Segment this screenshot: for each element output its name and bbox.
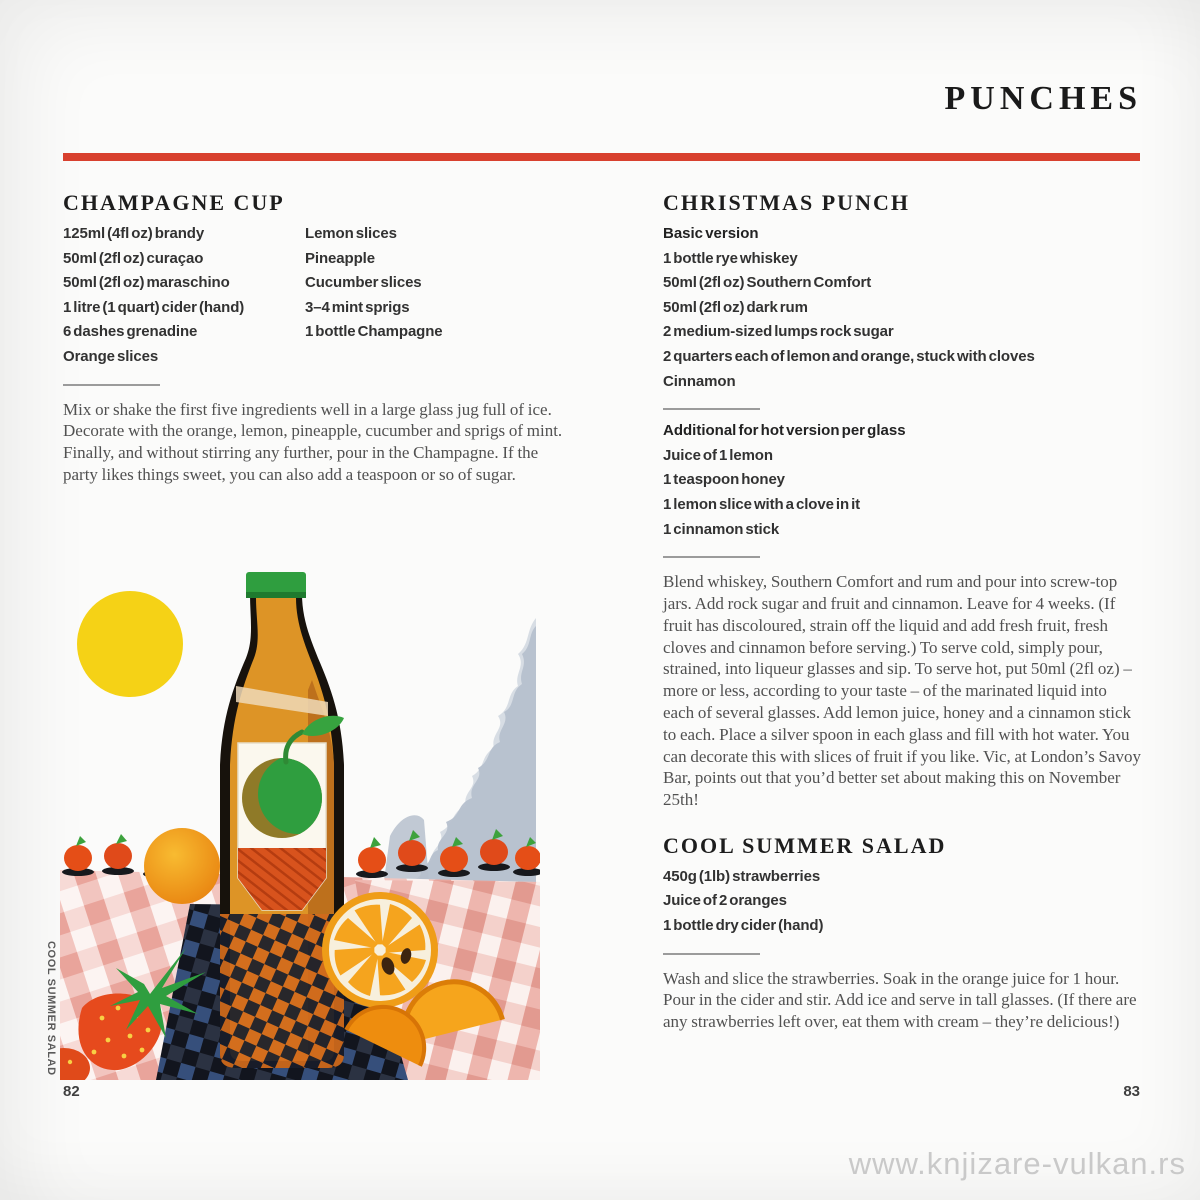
champagne-cup-method: Mix or shake the first five ingredients well in a large glass jug full of ice. Decorate with the orange, lemon, pineapple, cucumber and sprigs of mint. Finally, and without stirring any further, pour in the Champagne. If the party likes things sweet, you can also add a teaspoon or so of sugar. bbox=[63, 399, 563, 484]
christmas-punch-additional-ingredients bbox=[663, 444, 1141, 542]
section-divider bbox=[663, 556, 760, 558]
christmas-punch-basic-ingredients bbox=[663, 247, 1141, 395]
ingredient: Juice of 2 oranges bbox=[663, 892, 787, 910]
illustration-svg bbox=[60, 560, 540, 1080]
ingredient: 2 medium-sized lumps rock sugar bbox=[663, 323, 894, 341]
ingredient: Cucumber slices bbox=[305, 274, 422, 292]
ingredient: 50ml (2fl oz) Southern Comfort bbox=[663, 274, 872, 292]
subhead-basic-version: Basic version bbox=[663, 225, 759, 242]
ingredient: 1 teaspoon honey bbox=[663, 471, 785, 489]
ingredient-list-col2 bbox=[305, 222, 443, 370]
ingredient: 6 dashes grenadine bbox=[63, 323, 198, 341]
ingredient: 3–4 mint sprigs bbox=[305, 298, 410, 316]
ingredient: 125ml (4fl oz) brandy bbox=[63, 225, 205, 242]
cider-picnic-illustration bbox=[60, 560, 540, 1080]
ingredient: 2 quarters each of lemon and orange, stuck with cloves bbox=[663, 347, 1035, 365]
ingredient: 1 cinnamon stick bbox=[663, 520, 780, 538]
ingredient: Pineapple bbox=[305, 249, 375, 267]
cider-bottle bbox=[220, 572, 344, 1068]
illustration-caption: COOL SUMMER SALAD bbox=[45, 941, 57, 1076]
ingredient: 50ml (2fl oz) dark rum bbox=[663, 298, 808, 316]
watermark-url: www.knjizare-vulkan.rs bbox=[848, 1146, 1186, 1181]
christmas-punch-method: Blend whiskey, Southern Comfort and rum and pour into screw-top jars. Add rock sugar and fruit and cinnamon. Leave for 4 weeks. (If fruit has discoloured, strain off the liquid and add fresh fruit, fresh cloves and cinnamon before serving.) To serve cold, simply pour, strained, into liqueur glasses and sip. To serve hot, put 50ml (2fl oz) – more or less, according to your taste – of the marinated liquid into each of several glasses. Add lemon juice, honey and a cinnamon stick to each. Place a silver spoon in each glass and fill with hot water. You can decorate this with slices of fruit if you like. Vic, at London’s Savoy Bar, points out that you’d better set about making this on November 25th! bbox=[663, 572, 1141, 810]
page-number-right: 83 bbox=[1123, 1083, 1140, 1100]
section-divider bbox=[63, 384, 160, 386]
ingredient: 1 bottle rye whiskey bbox=[663, 249, 798, 267]
orange-slice bbox=[322, 892, 438, 1008]
left-column bbox=[63, 190, 568, 486]
recipe-title-christmas-punch: CHRISTMAS PUNCH bbox=[663, 190, 910, 215]
cool-summer-salad-ingredients bbox=[663, 865, 1141, 939]
ingredient: 50ml (2fl oz) curaçao bbox=[63, 249, 204, 267]
ingredient: 450g (1lb) strawberries bbox=[663, 867, 821, 885]
ingredient: Orange slices bbox=[63, 347, 159, 365]
ingredient: 1 bottle Champagne bbox=[305, 323, 443, 341]
right-column bbox=[663, 190, 1141, 1033]
ingredient: 50ml (2fl oz) maraschino bbox=[63, 274, 230, 292]
red-divider-rule bbox=[63, 153, 1140, 161]
champagne-cup-ingredients bbox=[63, 222, 568, 370]
ingredient: 1 litre (1 quart) cider (hand) bbox=[63, 298, 245, 316]
ingredient: Juice of 1 lemon bbox=[663, 446, 773, 464]
ingredient: Cinnamon bbox=[663, 372, 736, 390]
cool-summer-salad-method: Wash and slice the strawberries. Soak in the orange juice for 1 hour. Pour in the cider and stir. Add ice and serve in tall glasses. (If there are any strawberries left over, eat them with cream – they’re delicious!) bbox=[663, 968, 1137, 1032]
recipe-title-cool-summer-salad: COOL SUMMER SALAD bbox=[663, 832, 947, 858]
page-number-left: 82 bbox=[63, 1083, 80, 1100]
whole-orange bbox=[144, 828, 220, 904]
ingredient: 1 lemon slice with a clove in it bbox=[663, 495, 861, 513]
section-divider bbox=[663, 408, 760, 410]
sun bbox=[77, 591, 183, 697]
ingredient: Lemon slices bbox=[305, 225, 397, 242]
ingredient-list-col1 bbox=[63, 222, 305, 370]
ingredient: 1 bottle dry cider (hand) bbox=[663, 917, 824, 935]
recipe-title-champagne-cup: CHAMPAGNE CUP bbox=[63, 190, 285, 215]
page-title: PUNCHES bbox=[944, 80, 1142, 117]
subhead-hot-version: Additional for hot version per glass bbox=[663, 422, 906, 440]
section-divider bbox=[663, 953, 760, 955]
